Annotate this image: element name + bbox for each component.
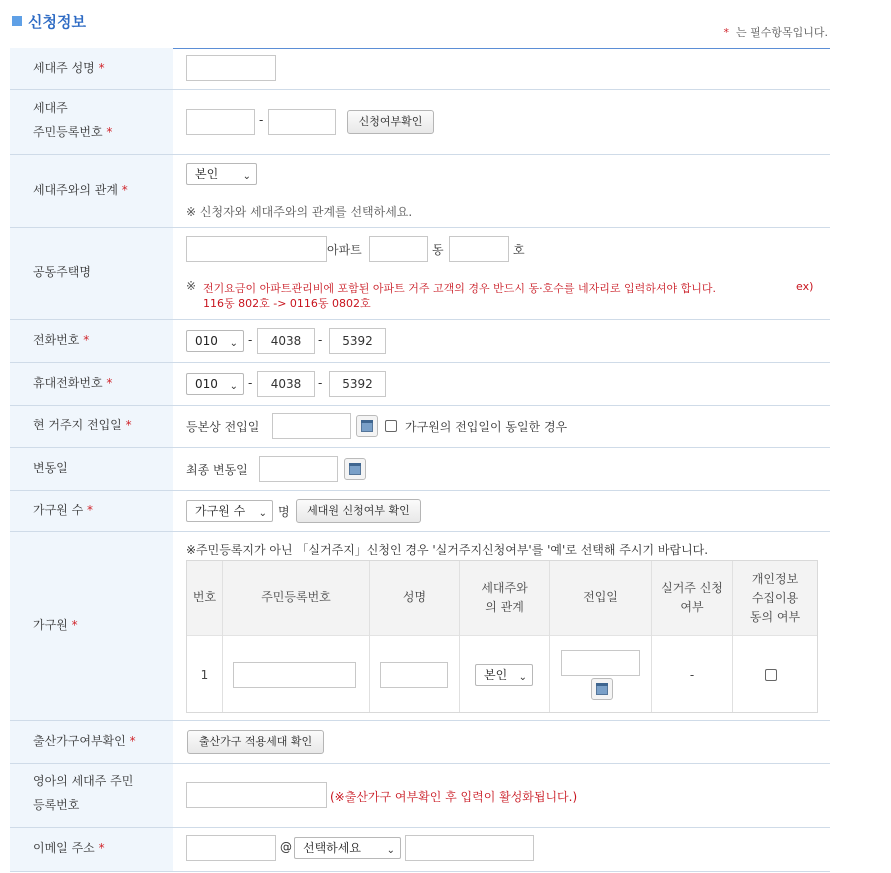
chevron-down-icon: ⌄: [242, 171, 251, 182]
chevron-down-icon: ⌄: [386, 845, 395, 856]
field-label: 휴대전화번호 *: [33, 376, 113, 390]
row-householder-rrn: [10, 90, 830, 155]
row-email: [10, 828, 830, 872]
field-label: 가구원 *: [33, 618, 78, 632]
change-date-input[interactable]: [259, 456, 338, 482]
field-label: 이메일 주소 *: [33, 841, 105, 855]
phone-dash: -: [318, 333, 323, 347]
phone-mid-input[interactable]: 4038: [257, 328, 315, 354]
same-move-in-checkbox[interactable]: [385, 420, 397, 432]
field-label: 전화번호 *: [33, 333, 90, 347]
apartment-name-input[interactable]: [186, 236, 327, 262]
col-header-relation-line2: 의 관계: [485, 600, 524, 614]
member-name-input[interactable]: [380, 662, 448, 688]
calendar-icon[interactable]: [344, 458, 366, 480]
rrn-first-input[interactable]: [186, 109, 255, 135]
mobile-last-input[interactable]: 5392: [329, 371, 386, 397]
field-label: 공동주택명: [33, 265, 91, 279]
change-date-sub-label: 최종 변동일: [186, 463, 248, 477]
ho-input[interactable]: [449, 236, 509, 262]
member-rrn-input[interactable]: [233, 662, 356, 688]
same-move-in-label: 가구원의 전입일이 동일한 경우: [405, 420, 568, 434]
move-in-date-input[interactable]: [272, 413, 351, 439]
members-table: [186, 560, 818, 713]
col-header-consent-line3: 동의 여부: [749, 610, 801, 624]
row-infant-rrn: [10, 764, 830, 828]
calendar-icon[interactable]: [591, 678, 613, 700]
householder-name-input[interactable]: [186, 55, 276, 81]
row-householder-name: [10, 48, 830, 90]
phone-last-input[interactable]: 5392: [329, 328, 386, 354]
member-count-select[interactable]: 가구원 수 ⌄: [186, 500, 273, 522]
col-header-no: 번호: [192, 590, 217, 604]
col-header-name: 성명: [402, 590, 427, 604]
field-label-line2: 주민등록번호 *: [33, 125, 113, 139]
rrn-second-input[interactable]: [268, 109, 336, 135]
col-header-move-in: 전입일: [583, 590, 618, 604]
member-actual-value: -: [689, 668, 695, 682]
row-move-in: [10, 406, 830, 448]
section-header: [10, 8, 830, 49]
dong-suffix: 동: [432, 243, 444, 257]
section-title: 신청정보: [28, 13, 86, 31]
mobile-dash: -: [248, 376, 253, 390]
field-label: 현 거주지 전입일 *: [33, 418, 132, 432]
move-in-sub-label: 등본상 전입일: [186, 420, 260, 434]
phone-prefix-select[interactable]: 010 ⌄: [186, 330, 244, 352]
col-header-rrn: 주민등록번호: [261, 590, 331, 604]
row-member-count: [10, 491, 830, 532]
col-header-relation: 세대주와: [481, 581, 528, 595]
col-header-actual: 실거주 신청: [661, 581, 723, 595]
field-label: 세대주와의 관계 *: [33, 183, 128, 197]
field-label: 세대주: [33, 101, 68, 115]
dong-input[interactable]: [369, 236, 428, 262]
row-change-date: [10, 448, 830, 491]
row-birth-household: [10, 721, 830, 764]
member-relation-select[interactable]: 본인 ⌄: [475, 664, 533, 686]
calendar-icon[interactable]: [356, 415, 378, 437]
col-header-consent-line2: 수집이용: [751, 591, 799, 605]
square-bullet-icon: [12, 16, 22, 26]
apartment-suffix: 아파트: [327, 243, 362, 257]
members-notice: ※주민등록지가 아닌 「실거주지」신청인 경우 '실거주지신청여부'를 '예'로 선택해 주시기 바랍니다.: [186, 543, 709, 557]
col-header-actual-line2: 여부: [680, 600, 704, 614]
required-note: * 는 필수항목입니다.: [723, 26, 828, 39]
row-apartment: [10, 228, 830, 320]
email-id-input[interactable]: [186, 835, 276, 861]
field-label: 영아의 세대주 주민: [33, 774, 134, 788]
field-label: 변동일: [33, 461, 68, 475]
phone-dash: -: [248, 333, 253, 347]
mobile-mid-input[interactable]: 4038: [257, 371, 315, 397]
relation-hint: ※ 신청자와 세대주와의 관계를 선택하세요.: [186, 205, 413, 219]
field-label-line2: 등록번호: [33, 798, 80, 812]
row-mobile: [10, 363, 830, 406]
member-row-no: 1: [200, 668, 209, 682]
apartment-warn-mark: ※: [186, 279, 197, 293]
rrn-check-button[interactable]: 신청여부확인: [347, 110, 434, 134]
relation-select[interactable]: 본인 ⌄: [186, 163, 257, 185]
email-at-sign: @: [280, 840, 292, 854]
infant-rrn-note: (※출산가구 여부확인 후 입력이 활성화됩니다.): [330, 790, 578, 804]
chevron-down-icon: ⌄: [229, 381, 238, 392]
email-domain-input[interactable]: [405, 835, 534, 861]
row-relation: [10, 155, 830, 228]
mobile-dash: -: [318, 376, 323, 390]
member-check-button[interactable]: 세대원 신청여부 확인: [296, 499, 421, 523]
apartment-warning-line2: 116동 802호 -> 0116동 0802호: [203, 297, 371, 310]
apartment-warning-line1: 전기요금이 아파트관리비에 포함된 아파트 거주 고객의 경우 반드시 동·호수를 네자리로 입력하셔야 합니다.: [203, 282, 716, 295]
chevron-down-icon: ⌄: [229, 338, 238, 349]
member-move-in-input[interactable]: [561, 650, 640, 676]
apartment-warning-ex: ex): [796, 280, 814, 293]
field-label: 세대주 성명 *: [33, 61, 105, 75]
chevron-down-icon: ⌄: [258, 508, 267, 519]
birth-household-button[interactable]: 출산가구 적용세대 확인: [187, 730, 324, 754]
member-count-unit: 명: [278, 505, 290, 519]
field-label: 출산가구여부확인 *: [33, 734, 136, 748]
infant-rrn-input[interactable]: [186, 782, 327, 808]
member-consent-checkbox[interactable]: [765, 669, 777, 681]
chevron-down-icon: ⌄: [518, 672, 527, 683]
rrn-dash: -: [259, 113, 264, 127]
col-header-consent: 개인정보: [751, 572, 799, 586]
field-label: 가구원 수 *: [33, 503, 94, 517]
email-domain-select[interactable]: 선택하세요 ⌄: [294, 837, 401, 859]
ho-suffix: 호: [513, 243, 525, 257]
mobile-prefix-select[interactable]: 010 ⌄: [186, 373, 244, 395]
row-phone: [10, 320, 830, 363]
